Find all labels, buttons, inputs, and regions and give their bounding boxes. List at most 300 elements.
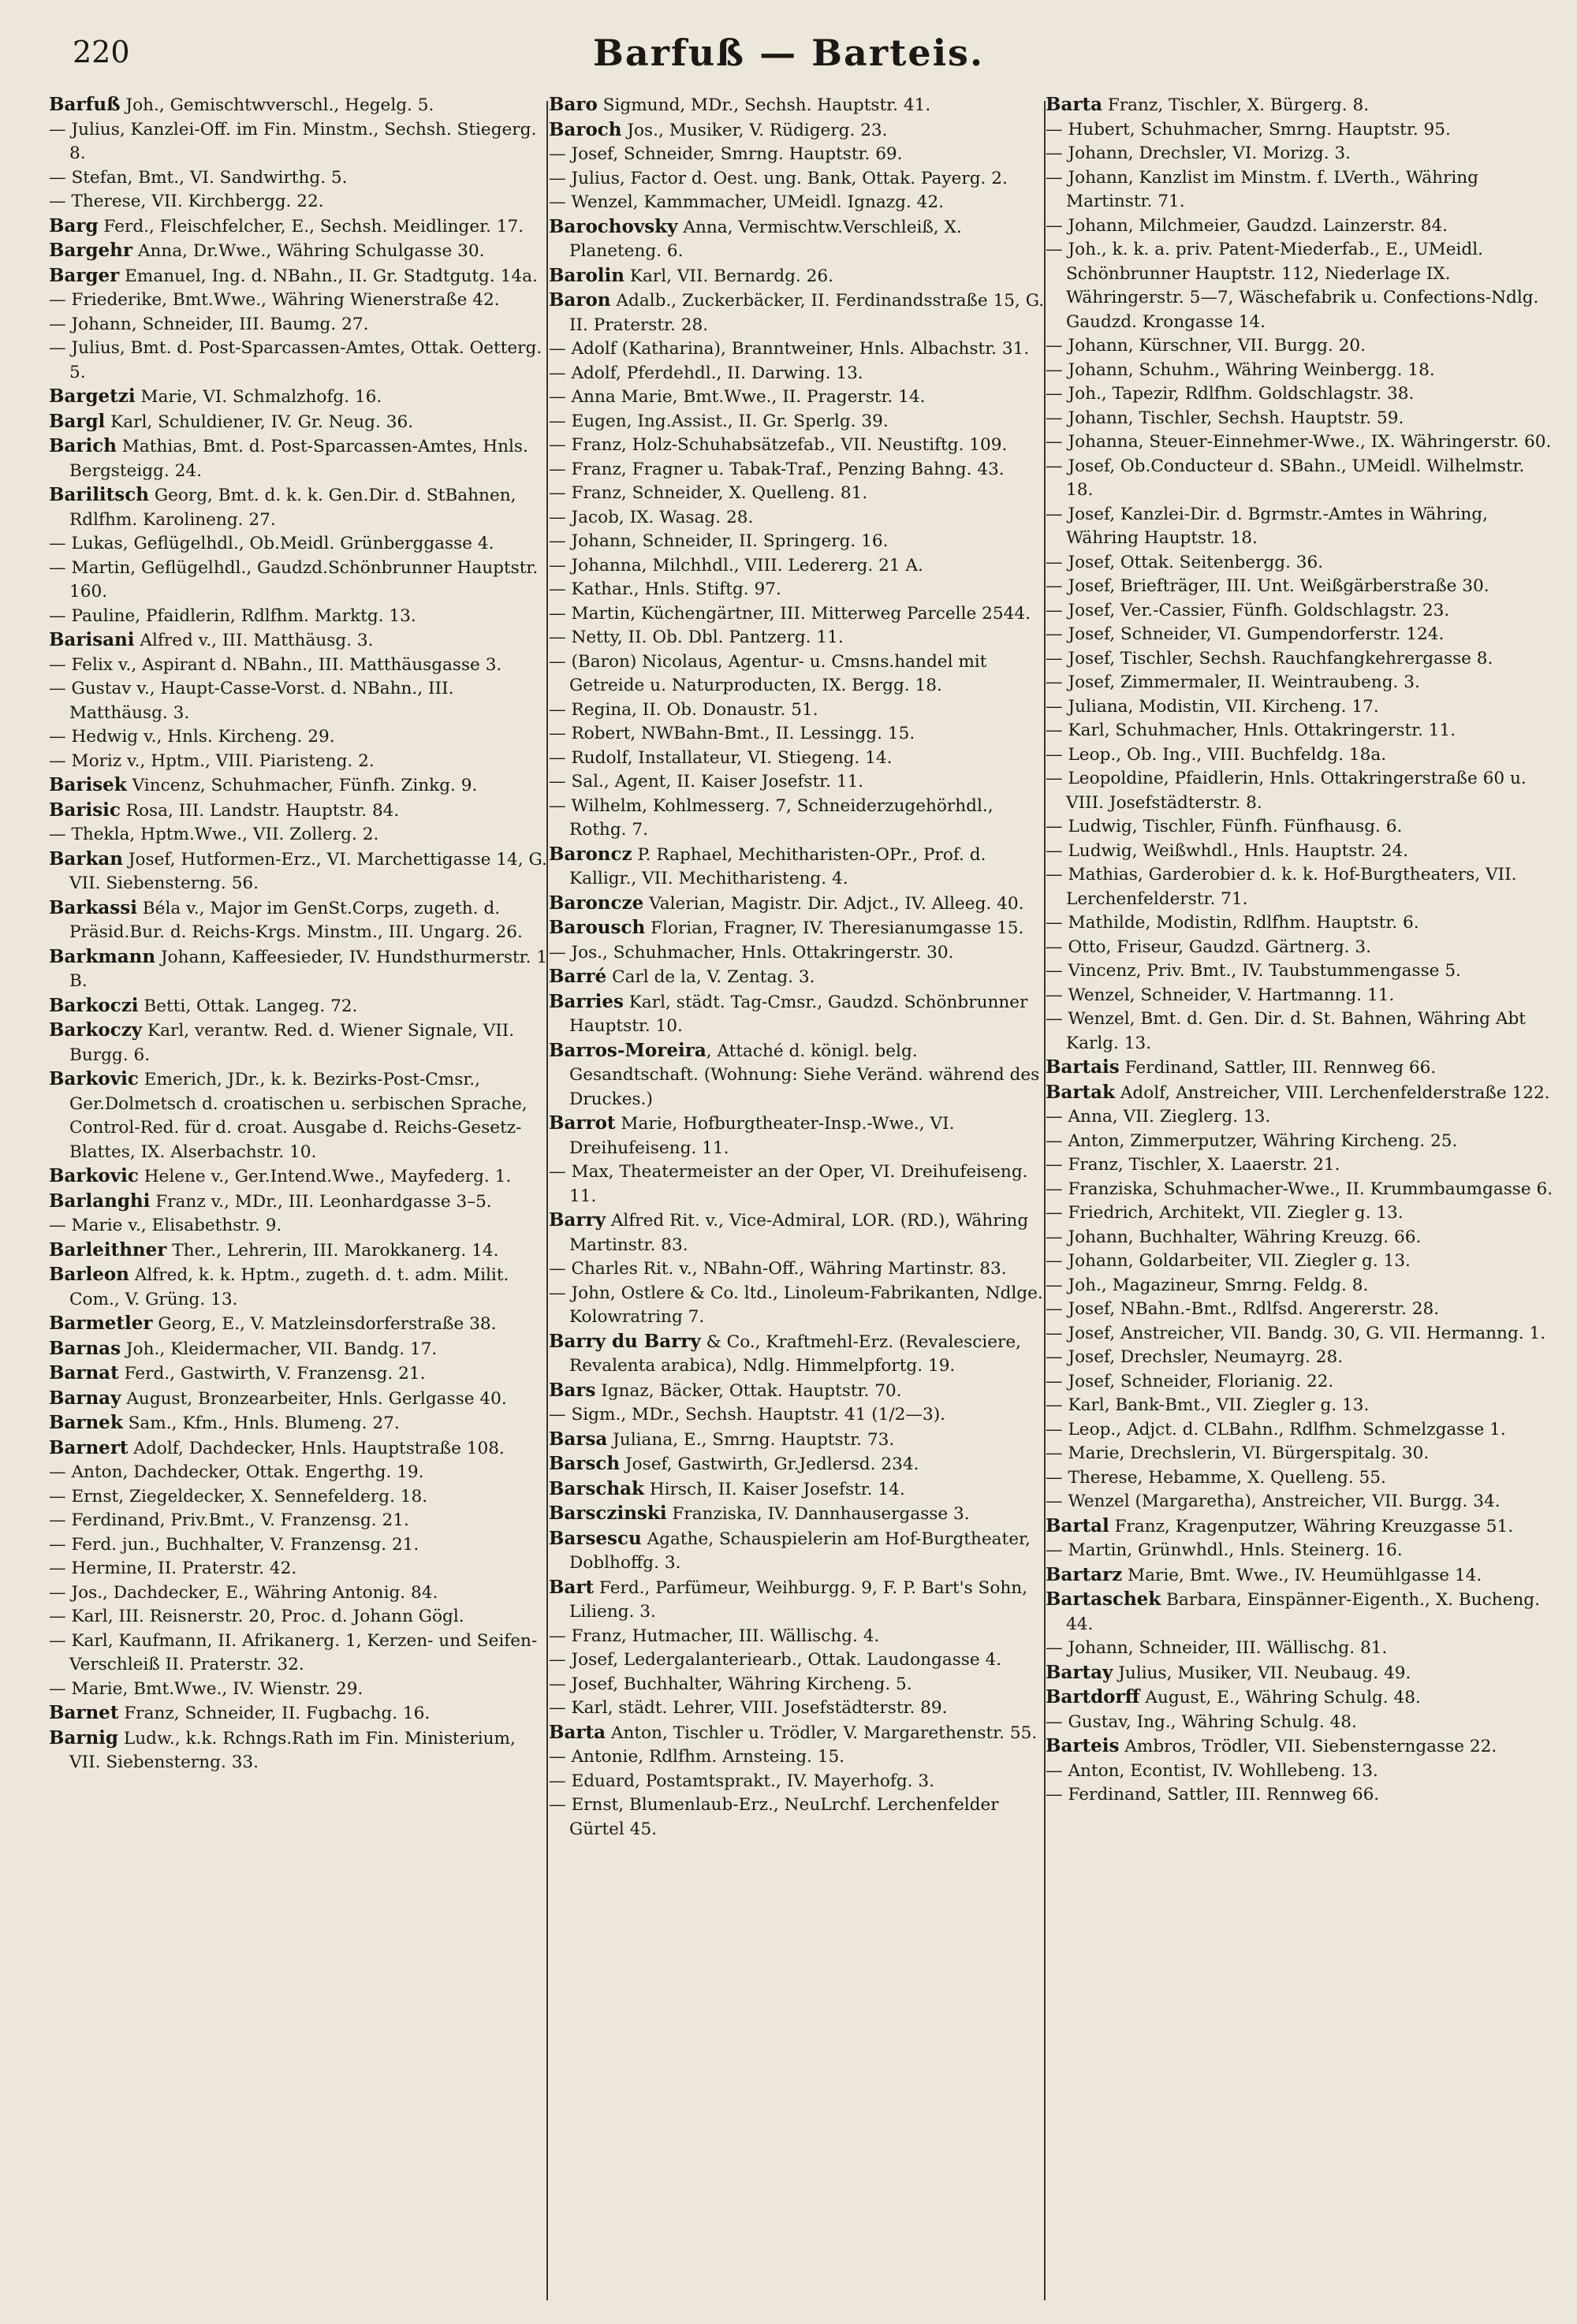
directory-entry (549, 1721, 1046, 1746)
directory-entry (1046, 1322, 1554, 1346)
directory-entry (549, 770, 1046, 795)
directory-entry (49, 628, 550, 654)
entry-headword: Bargl (49, 410, 106, 432)
directory-entry (49, 677, 550, 725)
entry-text: Alfred Rit. v., Vice-Admiral, LOR. (RD.), Währing Martinstr. 83. (569, 1211, 1029, 1255)
directory-entry (549, 1452, 1046, 1477)
entry-text: — Josef, Ob.Conducteur d. SBahn., UMeidl. Wilhelmstr. 18. (1046, 456, 1525, 500)
directory-entry (549, 698, 1046, 723)
entry-text: — Josef, Anstreicher, VII. Bandg. 30, G. VII. Hermanng. 1. (1046, 1323, 1546, 1343)
entry-text: — Josef, Drechsler, Neumayrg. 28. (1046, 1347, 1344, 1367)
entry-text: Béla v., Major im GenSt.Corps, zugeth. d. Präsid.Bur. d. Reichs-Krgs. Minstm., III. Ungarg. 26. (69, 898, 523, 942)
entry-text: — Franz, Schneider, X. Quelleng. 81. (549, 483, 868, 503)
directory-entry (49, 847, 550, 896)
entry-text: Karl, VII. Bernardg. 26. (624, 266, 833, 286)
entry-text: — John, Ostlere & Co. ltd., Linoleum-Fabrikanten, Ndlge. Kolowratring 7. (549, 1283, 1043, 1327)
entry-text: Franz, Schneider, II. Fugbachg. 16. (118, 1704, 431, 1723)
directory-entry (1046, 1370, 1554, 1395)
directory-entry (49, 1436, 550, 1462)
column-3 (1046, 93, 1554, 2300)
directory-entry (1046, 647, 1554, 672)
directory-entry (49, 1411, 550, 1436)
directory-entry (1046, 503, 1554, 551)
entry-text: Helene v., Ger.Intend.Wwe., Mayfederg. 1. (138, 1167, 512, 1186)
entry-headword: Barros-Moreira (549, 1039, 706, 1061)
directory-entry (1046, 695, 1554, 720)
entry-text: — Ludwig, Tischler, Fünfh. Fünfhausg. 6. (1046, 817, 1403, 836)
entry-headword: Barlanghi (49, 1190, 151, 1212)
entry-text: — Julius, Factor d. Oest. ung. Bank, Ottak. Payerg. 2. (549, 168, 1008, 188)
entry-text: Florian, Fragner, IV. Theresianumgasse 15. (645, 918, 1024, 938)
entry-headword: Barsescu (549, 1527, 642, 1549)
directory-entry (1046, 1056, 1554, 1081)
directory-entry (549, 941, 1046, 966)
directory-entry (1046, 767, 1554, 815)
directory-entry (549, 289, 1046, 337)
directory-entry (49, 1214, 550, 1238)
entry-text: Jos., Musiker, V. Rüdigerg. 23. (621, 120, 888, 140)
directory-entry (549, 990, 1046, 1039)
entry-text: Franz, Kragenputzer, Währing Kreuzgasse 51. (1109, 1516, 1514, 1536)
directory-entry (49, 93, 550, 118)
entry-text: Mathias, Bmt. d. Post-Sparcassen-Amtes, Hnls. Bergsteigg. 24. (69, 437, 528, 481)
directory-entry (49, 1387, 550, 1412)
entry-headword: Barousch (549, 917, 646, 938)
directory-entry (49, 1557, 550, 1581)
entry-text: — Jos., Schuhmacher, Hnls. Ottakringerstr. 30. (549, 942, 954, 963)
directory-entry (549, 554, 1046, 579)
entry-text: — Anton, Zimmerputzer, Währing Kircheng. 25. (1046, 1130, 1458, 1151)
directory-entry (49, 750, 550, 774)
entry-text: — Otto, Friseur, Gaudzd. Gärtnerg. 3. (1046, 937, 1371, 957)
directory-entry (49, 214, 550, 240)
entry-text: — Rudolf, Installateur, VI. Stiegeng. 14. (549, 747, 893, 768)
entry-text: Josef, Hutformen-Erz., VI. Marchettigasse 14, G. VII. Siebensterng. 56. (69, 849, 547, 893)
entry-text: — Netty, II. Ob. Dbl. Pantzerg. 11. (549, 628, 844, 647)
entry-text: Franz, Tischler, X. Bürgerg. 8. (1102, 95, 1370, 115)
entry-headword: Barkoczi (49, 994, 139, 1016)
entry-headword: Barleithner (49, 1238, 167, 1261)
entry-headword: Barkan (49, 847, 124, 870)
entry-headword: Barich (49, 435, 117, 456)
entry-text: Ferd., Fleischfelcher, E., Sechsh. Meidlinger. 17. (98, 216, 524, 236)
directory-entry (1046, 1490, 1554, 1514)
entry-headword: Barnek (49, 1412, 123, 1433)
directory-entry (549, 747, 1046, 771)
entry-text: — Friederike, Bmt.Wwe., Währing Wienerstraße 42. (49, 290, 500, 310)
entry-text: — Karl, Bank-Bmt., VII. Ziegler g. 13. (1046, 1395, 1370, 1415)
directory-entry (1046, 407, 1554, 431)
directory-entry (49, 1701, 550, 1726)
entry-text: Betti, Ottak. Langeg. 72. (138, 996, 358, 1016)
directory-entry (49, 313, 550, 337)
entry-text: — Johann, Buchhalter, Währing Kreuzg. 66. (1046, 1227, 1422, 1247)
entry-text: — Hubert, Schuhmacher, Smrng. Hauptstr. 95. (1046, 119, 1451, 140)
directory-entry (1046, 455, 1554, 503)
entry-text: Adalb., Zuckerbäcker, II. Ferdinandsstraße 15, G. II. Praterstr. 28. (569, 291, 1045, 335)
entry-text: — Joh., k. k. a. priv. Patent-Miederfab., E., UMeidl. Schönbrunner Hauptstr. 112, Niederlage IX. Währingerstr. 5—7, Wäschefabrik u. Confections-Ndlg. Gaudzd. Krongasse 14. (1046, 240, 1539, 332)
entry-text: — Johann, Tischler, Sechsh. Hauptstr. 59. (1046, 408, 1404, 428)
directory-entry (1046, 93, 1554, 118)
entry-headword: Barg (49, 214, 99, 236)
entry-text: — Karl, Kaufmann, II. Afrikanerg. 1, Kerzen- und Seifen-Verschleiß II. Praterstr. 32. (49, 1630, 538, 1674)
entry-text: — Franz, Holz-Schuhabsätzefab., VII. Neustiftg. 109. (549, 435, 1008, 455)
directory-entry (1046, 1394, 1554, 1418)
entry-text: — Ernst, Ziegeldecker, X. Sennefelderg. 18. (49, 1486, 428, 1507)
entry-headword: Barry du Barry (549, 1330, 701, 1352)
entry-text: — Felix v., Aspirant d. NBahn., III. Matthäusgasse 3. (49, 654, 502, 675)
directory-entry (49, 823, 550, 847)
entry-text: Vincenz, Schuhmacher, Fünfh. Zinkg. 9. (126, 776, 478, 795)
entry-text: — Leop., Ob. Ing., VIII. Buchfeldg. 18a. (1046, 744, 1387, 765)
entry-headword: Barkmann (49, 945, 156, 967)
entry-headword: Bartarz (1046, 1563, 1123, 1585)
directory-entry (1046, 118, 1554, 143)
directory-entry (49, 1629, 550, 1678)
directory-entry (549, 191, 1046, 215)
entry-headword: Barry (549, 1209, 606, 1231)
entry-headword: Barta (549, 1721, 606, 1743)
directory-entry (1046, 1514, 1554, 1540)
directory-entry (49, 605, 550, 629)
entry-text: — Pauline, Pfaidlerin, Rdlfhm. Marktg. 13. (49, 605, 416, 626)
entry-text: — Franz, Tischler, X. Laaerstr. 21. (1046, 1155, 1340, 1175)
directory-entry (549, 410, 1046, 434)
directory-entry (49, 434, 550, 483)
entry-text: Alfred, k. k. Hptm., zugeth. d. t. adm. Milit. Com., V. Grüng. 13. (69, 1265, 509, 1309)
entry-headword: Bars (549, 1379, 596, 1401)
entry-headword: Barisek (49, 774, 127, 795)
entry-text: — (Baron) Nicolaus, Agentur- u. Cmsns.handel mit Getreide u. Naturproducten, IX. Bergg. 18. (549, 651, 987, 695)
entry-text: Ther., Lehrerin, III. Marokkanerg. 14. (166, 1240, 499, 1261)
directory-entry (549, 215, 1046, 264)
directory-entry (49, 1461, 550, 1485)
directory-entry (1046, 671, 1554, 695)
entry-text: Johann, Kaffeesieder, IV. Hundsthurmerstr. 1 B. (69, 947, 548, 991)
directory-entry (549, 337, 1046, 362)
directory-entry (549, 892, 1046, 917)
directory-entry (49, 1533, 550, 1558)
directory-entry (1046, 936, 1554, 960)
entry-text: — Johanna, Steuer-Einnehmer-Wwe., IX. Währingerstr. 60. (1046, 432, 1552, 452)
directory-entry (49, 264, 550, 289)
entry-text: — Lukas, Geflügelhdl., Ob.Meidl. Grünberggasse 4. (49, 534, 494, 553)
directory-entry (1046, 1539, 1554, 1563)
directory-entry (1046, 1661, 1554, 1686)
entry-text: — Thekla, Hptm.Wwe., VII. Zollerg. 2. (49, 825, 379, 844)
directory-entry (1046, 1442, 1554, 1466)
directory-entry (549, 167, 1046, 192)
directory-entry (49, 725, 550, 750)
entry-headword: Barnet (49, 1702, 119, 1723)
directory-entry (49, 532, 550, 557)
entry-headword: Barrot (549, 1112, 616, 1134)
directory-entry (49, 799, 550, 824)
directory-entry (49, 773, 550, 799)
directory-entry (549, 1770, 1046, 1794)
directory-entry (1046, 166, 1554, 214)
directory-entry (549, 1160, 1046, 1209)
entry-text: — Wenzel, Kammmacher, UMeidl. Ignazg. 42. (549, 192, 944, 212)
directory-entry (549, 385, 1046, 410)
directory-entry (549, 1403, 1046, 1428)
entry-text: — Ferd. jun., Buchhalter, V. Franzensg. 21. (49, 1534, 419, 1555)
entry-text: — Ferdinand, Sattler, III. Rennweg 66. (1046, 1785, 1380, 1804)
entry-headword: Bartaschek (1046, 1588, 1161, 1610)
directory-entry (1046, 575, 1554, 599)
directory-entry (1046, 1637, 1554, 1661)
entry-text: — Sigm., MDr., Sechsh. Hauptstr. 41 (1/2—3). (549, 1405, 945, 1425)
entry-text: — Hermine, II. Praterstr. 42. (49, 1559, 297, 1578)
entry-headword: Baroncze (549, 892, 644, 914)
directory-entry (49, 945, 550, 994)
entry-text: — Ferdinand, Priv.Bmt., V. Franzensg. 21. (49, 1510, 409, 1530)
entry-text: — Josef, Schneider, Florianig. 22. (1046, 1371, 1334, 1391)
entry-text: Anna, Dr.Wwe., Währing Schulgasse 30. (132, 241, 485, 261)
directory-entry (49, 118, 550, 166)
entry-text: — Eduard, Postamtsprakt., IV. Mayerhofg. 3. (549, 1771, 935, 1791)
entry-text: Agathe, Schauspielerin am Hof-Burgtheater, Doblhoffg. 3. (569, 1529, 1031, 1573)
directory-entry (549, 264, 1046, 289)
entry-headword: Bartdorff (1046, 1686, 1140, 1708)
entry-text: Sam., Kfm., Hnls. Blumeng. 27. (122, 1413, 400, 1433)
page-header (0, 0, 1577, 87)
entry-text: August, E., Währing Schulg. 48. (1139, 1688, 1421, 1708)
directory-entry (1046, 1760, 1554, 1784)
entry-text: Ferd., Parfümeur, Weihburgg. 9, F. P. Bart's Sohn, Lilieng. 3. (569, 1577, 1028, 1622)
directory-entry (1046, 1274, 1554, 1298)
entry-text: — Johann, Milchmeier, Gaudzd. Lainzerstr. 84. (1046, 215, 1448, 236)
entry-text: — Anna Marie, Bmt.Wwe., II. Pragerstr. 14. (549, 387, 926, 407)
directory-entry (549, 1330, 1046, 1379)
entry-text: Ambros, Trödler, VII. Siebensterngasse 22. (1119, 1737, 1497, 1756)
entry-text: — Antonie, Rdlfhm. Arnsteing. 15. (549, 1747, 845, 1767)
entry-text: Franziska, IV. Dannhausergasse 3. (666, 1504, 970, 1524)
entry-headword: Barsczinski (549, 1503, 667, 1524)
entry-headword: Barkovic (49, 1068, 139, 1089)
entry-text: — Josef, Buchhalter, Währing Kircheng. 5. (549, 1674, 912, 1694)
directory-entry (1046, 1466, 1554, 1491)
entry-text: — Johann, Drechsler, VI. Morizg. 3. (1046, 143, 1351, 163)
directory-entry (549, 118, 1046, 143)
directory-entry (1046, 142, 1554, 166)
entry-text: , Attaché d. königl. belg. Gesandtschaft. (Wohnung: Siehe Veränd. während des Druckes.) (569, 1041, 1040, 1109)
directory-entry (49, 289, 550, 313)
entry-text: — Johann, Schneider, III. Baumg. 27. (49, 314, 369, 334)
directory-entry (1046, 1007, 1554, 1056)
directory-entry (1046, 1105, 1554, 1130)
directory-entry (549, 1477, 1046, 1503)
entry-text: — Eugen, Ing.Assist., II. Gr. Sperlg. 39. (549, 411, 889, 431)
entry-text: — Mathilde, Modistin, Rdlfhm. Hauptstr. 6. (1046, 913, 1419, 933)
entry-headword: Barteis (1046, 1735, 1120, 1756)
directory-entry (549, 1379, 1046, 1404)
entry-headword: Barta (1046, 94, 1102, 115)
directory-entry (1046, 1734, 1554, 1760)
directory-entry (549, 1696, 1046, 1721)
directory-entry (1046, 1346, 1554, 1370)
entry-text: — Johann, Schneider, III. Wällischg. 81. (1046, 1638, 1388, 1658)
entry-text: — Martin, Geflügelhdl., Gaudzd.Schönbrunner Hauptstr. 160. (49, 557, 539, 601)
entry-text: — Josef, Schneider, VI. Gumpendorferstr. 124. (1046, 624, 1445, 644)
entry-text: — Martin, Grünwhdl., Hnls. Steinerg. 16. (1046, 1540, 1403, 1560)
entry-text: — Johann, Schuhm., Währing Weinbergg. 18. (1046, 359, 1435, 380)
directory-entry (49, 1509, 550, 1533)
entry-text: Valerian, Magistr. Dir. Adjct., IV. Alleeg. 40. (643, 893, 1024, 914)
entry-text: — Wenzel, Schneider, V. Hartmanng. 11. (1046, 985, 1395, 1005)
entry-text: — Vincenz, Priv. Bmt., IV. Taubstummengasse 5. (1046, 961, 1461, 981)
entry-text: — Adolf (Katharina), Branntweiner, Hnls. Albachstr. 31. (549, 339, 1030, 359)
entry-text: Juliana, E., Smrng. Hauptstr. 73. (607, 1429, 895, 1450)
entry-text: Emanuel, Ing. d. NBahn., II. Gr. Stadtgutg. 14a. (119, 266, 538, 286)
entry-text: Adolf, Anstreicher, VIII. Lerchenfelderstraße 122. (1114, 1082, 1550, 1103)
entry-headword: Barré (549, 966, 607, 987)
directory-entry (549, 506, 1046, 531)
entry-text: — Robert, NWBahn-Bmt., II. Lessingg. 15. (549, 724, 915, 743)
entry-text: Ludw., k.k. Rchngs.Rath im Fin. Ministerium, VII. Siebensterng. 33. (69, 1728, 516, 1772)
entry-text: — Karl, Schuhmacher, Hnls. Ottakringerstr. 11. (1046, 721, 1456, 740)
directory-entry (549, 143, 1046, 167)
entry-headword: Barsch (549, 1453, 621, 1474)
directory-entry (49, 1164, 550, 1190)
entry-text: Karl, Schuldiener, IV. Gr. Neug. 36. (105, 412, 414, 432)
entry-text: — Jacob, IX. Wasag. 28. (549, 507, 754, 527)
entry-text: — Franz, Hutmacher, III. Wällischg. 4. (549, 1626, 880, 1646)
directory-entry (49, 654, 550, 678)
entry-headword: Barkoczy (49, 1019, 143, 1041)
entry-headword: Barolin (549, 264, 624, 286)
entry-text: Ferdinand, Sattler, III. Rennweg 66. (1119, 1058, 1437, 1078)
directory-entry (1046, 334, 1554, 359)
entry-text: — Joh., Tapezir, Rdlfhm. Goldschlagstr. 38. (1046, 384, 1415, 404)
directory-entry (549, 1209, 1046, 1257)
directory-entry (1046, 1783, 1554, 1808)
entry-text: — Josef, NBahn.-Bmt., Rdlfsd. Angererstr. 28. (1046, 1299, 1440, 1319)
directory-entry (1046, 238, 1554, 334)
entry-text: — Kathar., Hnls. Stiftg. 97. (549, 579, 781, 599)
entry-headword: Barnat (49, 1362, 119, 1384)
directory-entry (1046, 959, 1554, 984)
directory-entry (549, 1793, 1046, 1842)
entry-text: — Ernst, Blumenlaub-Erz., NeuLrchf. Lerchenfelder Gürtel 45. (549, 1795, 999, 1839)
entry-text: Alfred v., III. Matthäusg. 3. (134, 631, 374, 650)
directory-entry (49, 1678, 550, 1702)
directory-entry (549, 602, 1046, 627)
entry-text: — Gustav v., Haupt-Casse-Vorst. d. NBahn., III. Matthäusg. 3. (49, 679, 454, 723)
directory-entry (549, 650, 1046, 698)
entry-text: — Max, Theatermeister an der Oper, VI. Dreihufeiseng. 11. (549, 1162, 1028, 1206)
directory-entry (1046, 623, 1554, 647)
directory-entry (1046, 984, 1554, 1008)
entry-text: — Anton, Econtist, IV. Wohllebeng. 13. (1046, 1760, 1378, 1781)
entry-text: — Mathias, Garderobier d. k. k. Hof-Burgtheaters, VII. Lerchenfelderstr. 71. (1046, 865, 1517, 909)
entry-text: Marie, VI. Schmalzhofg. 16. (135, 387, 382, 407)
entry-headword: Barnas (49, 1337, 121, 1359)
directory-entry (49, 1605, 550, 1629)
directory-entry (1046, 1711, 1554, 1735)
directory-entry (549, 1112, 1046, 1160)
directory-entry (1046, 1298, 1554, 1322)
entry-text: — Juliana, Modistin, VII. Kircheng. 17. (1046, 696, 1379, 717)
entry-text: — Moriz v., Hptm., VIII. Piaristeng. 2. (49, 750, 375, 771)
directory-entry (1046, 359, 1554, 383)
directory-entry (549, 1502, 1046, 1527)
entry-text: Sigmund, MDr., Sechsh. Hauptstr. 41. (597, 95, 931, 115)
entry-text: — Friedrich, Architekt, VII. Ziegler g. 13. (1046, 1203, 1404, 1223)
entry-text: — Marie, Drechslerin, VI. Bürgerspitalg. 30. (1046, 1443, 1430, 1463)
entry-text: Ferd., Gastwirth, V. Franzensg. 21. (118, 1364, 426, 1384)
entry-headword: Bartay (1046, 1661, 1113, 1683)
directory-entry (49, 1361, 550, 1387)
directory-entry (49, 1726, 550, 1775)
entry-text: — Karl, städt. Lehrer, VIII. Josefstädterstr. 89. (549, 1698, 948, 1718)
entry-text: — Wenzel (Margaretha), Anstreicher, VII. Burgg. 34. (1046, 1492, 1501, 1511)
directory-entry (49, 385, 550, 410)
entry-text: — Franz, Fragner u. Tabak-Traf., Penzing Bahng. 43. (549, 459, 1005, 479)
entry-headword: Barkovic (49, 1165, 139, 1186)
directory-entry (1046, 430, 1554, 455)
entry-text: — Regina, II. Ob. Donaustr. 51. (549, 699, 818, 720)
entry-text: August, Bronzearbeiter, Hnls. Gerlgasse 40. (121, 1388, 507, 1409)
entry-headword: Bargetzi (49, 385, 136, 407)
directory-entry (549, 482, 1046, 506)
entry-text: P. Raphael, Mechitharisten-OPr., Prof. d. Kalligr., VII. Mechitharisteng. 4. (569, 844, 986, 888)
directory-entry (549, 1648, 1046, 1673)
directory-entry (1046, 382, 1554, 407)
entry-headword: Barmetler (49, 1313, 153, 1334)
directory-entry (549, 1576, 1046, 1625)
entry-headword: Barnig (49, 1726, 119, 1749)
entry-headword: Bart (549, 1576, 595, 1598)
entry-headword: Barnay (49, 1387, 121, 1409)
entry-text: Karl, verantw. Red. d. Wiener Signale, VII. Burgg. 6. (69, 1021, 515, 1065)
directory-entry (1046, 1250, 1554, 1274)
directory-entry (549, 1282, 1046, 1330)
entry-headword: Barochovsky (549, 215, 678, 237)
directory-entry (1046, 1685, 1554, 1711)
directory-entry (1046, 863, 1554, 911)
entry-text: — Karl, III. Reisnerstr. 20, Proc. d. Johann Gögl. (49, 1607, 464, 1626)
directory-entry (549, 843, 1046, 892)
directory-entry (549, 458, 1046, 482)
entry-headword: Bartais (1046, 1056, 1120, 1078)
directory-entry (1046, 1226, 1554, 1250)
entry-text: — Josef, Zimmermaler, II. Weintraubeng. 3. (1046, 672, 1420, 692)
column-2 (549, 93, 1046, 2300)
entry-text: Franz v., MDr., III. Leonhardgasse 3–5. (150, 1191, 492, 1212)
directory-entry (49, 190, 550, 214)
page-title: Barfuß — Barteis. (593, 32, 984, 74)
directory-entry (49, 994, 550, 1019)
directory-entry (549, 1625, 1046, 1649)
entry-text: — Josef, Schneider, Smrng. Hauptstr. 69. (549, 144, 903, 164)
entry-headword: Barisani (49, 629, 135, 650)
entry-text: Georg, Bmt. d. k. k. Gen.Dir. d. StBahnen, Rdlfhm. Karolineng. 27. (69, 486, 516, 530)
entry-headword: Baroncz (549, 843, 632, 865)
directory-entry (549, 1673, 1046, 1697)
directory-entry (1046, 911, 1554, 936)
entry-headword: Barisic (49, 799, 121, 821)
entry-text: — Martin, Küchengärtner, III. Mitterweg Parcelle 2544. (549, 603, 1031, 624)
entry-text: Adolf, Dachdecker, Hnls. Hauptstraße 108. (128, 1438, 505, 1458)
entry-headword: Barilitsch (49, 484, 149, 505)
entry-text: — Ludwig, Weißwhdl., Hnls. Hauptstr. 24. (1046, 840, 1409, 861)
directory-entry (549, 1745, 1046, 1770)
entry-text: Josef, Gastwirth, Gr.Jedlersd. 234. (620, 1454, 919, 1474)
directory-entry (49, 1581, 550, 1606)
entry-text: — Stefan, Bmt., VI. Sandwirthg. 5. (49, 167, 348, 188)
directory-entry (549, 530, 1046, 554)
